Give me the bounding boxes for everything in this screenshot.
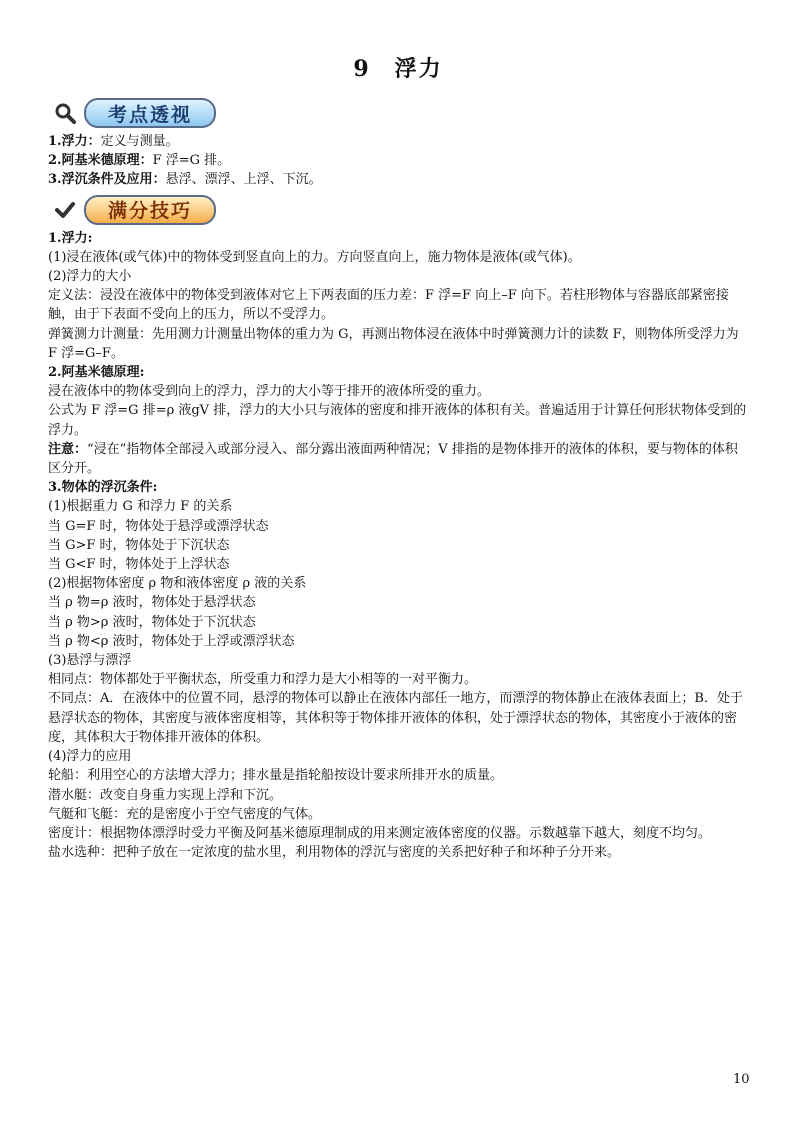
- line-text: 公式为 F 浮=G 排=ρ 液gV 排，浮力的大小只与液体的密度和排开液体的体积有关。普遍适用于计算任何形状物体受到的浮力。: [48, 403, 747, 438]
- text-line: [48, 689, 748, 747]
- text-line: [48, 170, 748, 189]
- line-text: (1)根据重力 G 和浮力 F 的关系: [48, 499, 233, 515]
- text-line: [48, 613, 748, 632]
- line-text: 当 G<F 时，物体处于上浮状态: [48, 557, 230, 573]
- text-line: [48, 824, 748, 843]
- line-heading: 2.阿基米德原理：: [48, 153, 153, 169]
- line-text: 弹簧测力计测量：先用测力计测量出物体的重力为 G，再测出物体浸在液体中时弹簧测力计的读数 F，则物体所受浮力为 F 浮=G–F。: [48, 326, 739, 361]
- line-heading: 1.浮力：: [48, 134, 101, 149]
- text-line: [48, 267, 748, 286]
- line-text: 定义与测量。: [100, 134, 179, 149]
- text-line: [48, 325, 748, 363]
- line-text: 密度计：根据物体漂浮时受力平衡及阿基米德原理制成的用来测定液体密度的仪器。示数越靠下越大，刻度不均匀。: [48, 825, 712, 841]
- line-text: F 浮=G 排。: [152, 153, 231, 169]
- line-heading: 注意：: [48, 441, 88, 457]
- text-line: [48, 497, 748, 516]
- magnifier-icon: [52, 100, 78, 126]
- text-line: [48, 478, 748, 497]
- text-line: [48, 286, 748, 324]
- text-line: [48, 786, 748, 805]
- text-line: [48, 363, 748, 382]
- document-page: [48, 40, 748, 862]
- kaodian-banner-label: 考点透视: [84, 98, 216, 128]
- text-line: [48, 440, 748, 478]
- line-text: (3)悬浮与漂浮: [48, 653, 132, 669]
- text-line: [48, 574, 748, 593]
- line-text: 不同点：A．在液体中的位置不同，悬浮的物体可以静止在液体内部任一地方，而漂浮的物体静止在液体表面上；B．处于悬浮状态的物体，其密度与液体密度相等，其体积等于物体排开液体的体积，处于漂浮状态的物体，其密度小于液体的密度，其体积大于物体排开液体的体积。: [48, 691, 743, 745]
- line-heading: 1.浮力:: [48, 230, 93, 246]
- jiqiao-banner-label: 满分技巧: [84, 195, 216, 225]
- checkmark-icon: [52, 197, 78, 223]
- line-text: 潜水艇：改变自身重力实现上浮和下沉。: [48, 787, 283, 803]
- text-line: [48, 382, 748, 401]
- line-text: (2)根据物体密度 ρ 物和液体密度 ρ 液的关系: [48, 576, 307, 592]
- text-line: [48, 151, 748, 170]
- line-text: 当 G>F 时，物体处于下沉状态: [48, 537, 230, 553]
- text-line: [48, 632, 748, 651]
- kaodian-banner: [52, 97, 748, 129]
- line-text: (2)浮力的大小: [48, 269, 132, 285]
- line-heading: 3.物体的浮沉条件:: [48, 480, 158, 496]
- text-line: [48, 555, 748, 574]
- text-line: [48, 401, 748, 439]
- line-text: 轮船：利用空心的方法增大浮力；排水量是指轮船按设计要求所排开水的质量。: [48, 768, 504, 784]
- text-line: [48, 517, 748, 536]
- line-text: 悬浮、漂浮、上浮、下沉。: [165, 172, 322, 188]
- line-text: (4)浮力的应用: [48, 749, 132, 765]
- text-line: [48, 805, 748, 824]
- line-text: 盐水选种：把种子放在一定浓度的盐水里，利用物体的浮沉与密度的关系把好种子和坏种子分开来。: [48, 845, 621, 861]
- line-text: 定义法：浸没在液体中的物体受到液体对它上下两表面的压力差：F 浮=F 向上–F 向下。若柱形物体与容器底部紧密接触，由于下表面不受向上的压力，所以不受浮力。: [48, 288, 729, 323]
- jiqiao-list: [48, 229, 748, 863]
- line-heading: 2.阿基米德原理:: [48, 365, 145, 381]
- line-text: 相同点：物体都处于平衡状态，所受重力和浮力是大小相等的一对平衡力。: [48, 672, 478, 688]
- text-line: [48, 670, 748, 689]
- jiqiao-banner: [52, 194, 748, 226]
- line-text: 当 ρ 物<ρ 液时，物体处于上浮或漂浮状态: [48, 633, 295, 649]
- line-heading: 3.浮沉条件及应用：: [48, 172, 166, 188]
- text-line: [48, 843, 748, 862]
- text-line: [48, 536, 748, 555]
- line-text: 当 ρ 物>ρ 液时，物体处于下沉状态: [48, 614, 256, 630]
- text-line: [48, 747, 748, 766]
- text-line: [48, 132, 748, 151]
- text-line: [48, 766, 748, 785]
- text-line: [48, 651, 748, 670]
- page-number: 10: [733, 1072, 750, 1087]
- line-text: 当 ρ 物=ρ 液时，物体处于悬浮状态: [48, 595, 256, 611]
- text-line: [48, 229, 748, 248]
- text-line: [48, 248, 748, 267]
- text-line: [48, 593, 748, 612]
- kaodian-list: [48, 132, 748, 190]
- line-text: 当 G=F 时，物体处于悬浮或漂浮状态: [48, 518, 269, 534]
- line-text: 浸在液体中的物体受到向上的浮力，浮力的大小等于排开的液体所受的重力。: [48, 384, 491, 400]
- line-text: 气艇和飞艇：充的是密度小于空气密度的气体。: [48, 806, 322, 822]
- line-text: (1)浸在液体(或气体)中的物体受到竖直向上的力。方向竖直向上，施力物体是液体(或气体)。: [48, 249, 581, 265]
- page-title: 9 浮力: [353, 56, 443, 82]
- line-text: “浸在”指物体全部浸入或部分浸入、部分露出液面两种情况；V 排指的是物体排开的液体的体积，要与物体的体积区分开。: [48, 441, 738, 477]
